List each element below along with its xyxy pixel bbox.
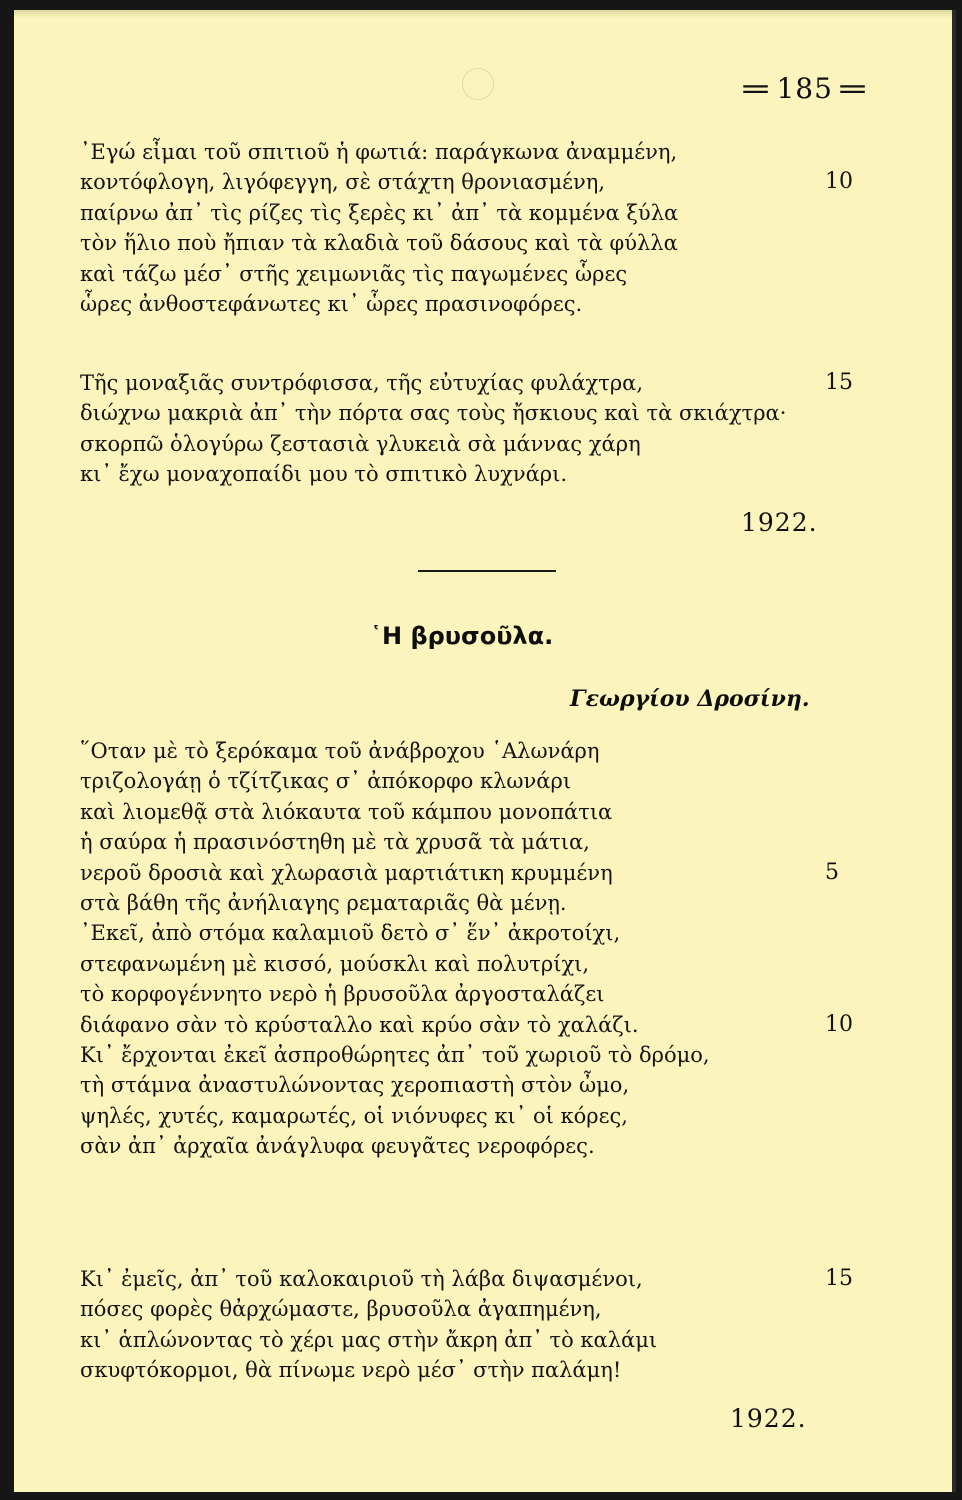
library-stamp-mark [462,68,494,100]
section-divider [418,570,556,572]
poem2-author: Γεωργίου Δροσίνη. [570,686,810,712]
verse-line: καὶ λιομεθᾷ στὰ λιόκαυτα τοῦ κάμπου μονοπάτια [80,799,613,824]
poem2-year: 1922. [730,1404,807,1433]
verse-line: ἡ σαύρα ἡ πρασινόστηθη μὲ τὰ χρυσᾶ τὰ μάτια, [80,830,590,855]
verse-line: Τῆς μοναξιᾶς συντρόφισσα, τῆς εὐτυχίας φυλάχτρα, 15 [80,368,880,398]
verse-line: καὶ τάζω μέσ᾿ στῆς χειμωνιᾶς τὶς παγωμένες ὧρες [80,261,628,286]
line-number: 15 [825,370,853,395]
verse-line: Κι᾿ ἔρχονται ἐκεῖ ἀσπροθώρητες ἀπ᾿ τοῦ χωριοῦ τὸ δρόμο, [80,1042,710,1067]
book-page [14,10,956,1492]
verse-line: τὸ κορφογέννητο νερὸ ἡ βρυσοῦλα ἀργοσταλάζει [80,982,605,1007]
verse-line: νεροῦ δροσιὰ καὶ χλωρασιὰ μαρτιάτικη κρυμμένη 5 [80,858,880,888]
poem2-title: ῾Η βρυσοῦλα. [370,622,554,650]
line-number: 10 [825,1011,853,1037]
poem1-year: 1922. [741,508,818,537]
verse-line: στεφανωμένη μὲ κισσό, μούσκλι καὶ πολυτρίχι, [80,951,590,976]
left-dash: = [739,72,774,105]
verse-line: τριζολογάῃ ὁ τζίτζικας σ᾿ ἀπόκορφο κλωνάρι [80,769,572,794]
line-number: 10 [825,169,853,195]
verse-line: κι᾿ ἔχω μοναχοπαίδι μου τὸ σπιτικὸ λυχνάρι. [80,462,568,487]
verse-line: ψηλές, χυτές, καμαρωτές, οἱ νιόνυφες κι᾿ οἱ κόρες, [80,1103,628,1128]
verse-line: ᾿Εκεῖ, ἀπὸ στόμα καλαμιοῦ δετὸ σ᾿ ἕν᾿ ἀκροτοίχι, [80,921,621,946]
verse-line: τὸν ἥλιο ποὺ ἤπιαν τὰ κλαδιὰ τοῦ δάσους καὶ τὰ φύλλα [80,231,678,256]
poem2-stanza1 [80,736,880,1161]
page-edge-shadow [14,10,952,18]
poem2-stanza2 [80,1264,880,1386]
poem1-stanza2 [80,368,880,490]
verse-line: παίρνω ἀπ᾿ τὶς ρίζες τὶς ξερὲς κι᾿ ἀπ᾿ τὰ κομμένα ξύλα [80,200,679,225]
verse-line: κι᾿ ἁπλώνοντας τὸ χέρι μας στὴν ἄκρη ἀπ᾿ τὸ καλάμι [80,1327,658,1352]
verse-line: σκορπῶ ὁλογύρω ζεστασιὰ γλυκειὰ σὰ μάννας χάρη [80,431,641,456]
right-dash: = [836,72,871,105]
line-number: 15 [825,1266,853,1291]
page-number: 185 [776,72,833,105]
verse-line: διάφανο σὰν τὸ κρύσταλλο καὶ κρύο σὰν τὸ χαλάζι. 10 [80,1010,880,1040]
verse-line: σὰν ἀπ᾿ ἀρχαῖα ἀνάγλυφα φευγᾶτες νεροφόρες. [80,1134,595,1159]
verse-line: ῞Οταν μὲ τὸ ξερόκαμα τοῦ ἀνάβροχου ῾Αλωνάρη [80,739,600,763]
verse-line: ᾿Εγώ εἶμαι τοῦ σπιτιοῦ ἡ φωτιά: παράγκωνα ἀναμμένη, [80,140,678,164]
verse-line: Κι᾿ ἐμεῖς, ἀπ᾿ τοῦ καλοκαιριοῦ τὴ λάβα διψασμένοι, 15 [80,1264,880,1294]
page-number-header [736,72,873,105]
verse-line: τὴ στάμνα ἀναστυλώνοντας χεροπιαστὴ στὸν ὦμο, [80,1073,630,1098]
verse-line: σκυφτόκορμοι, θὰ πίνωμε νερὸ μέσ᾿ στὴν παλάμη! [80,1358,622,1383]
verse-line: στὰ βάθη τῆς ἀνήλιαγης ρεματαριᾶς θὰ μένῃ. [80,890,567,915]
poem1-stanza1 [80,137,880,319]
verse-line: κοντόφλογη, λιγόφεγγη, σὲ στάχτη θρονιασμένη, 10 [80,167,880,197]
verse-line: διώχνω μακριὰ ἀπ᾿ τὴν πόρτα σας τοὺς ἤσκιους καὶ τὰ σκιάχτρα· [80,401,787,426]
line-number: 5 [825,859,839,885]
verse-line: ὧρες ἀνθοστεφάνωτες κι᾿ ὧρες πρασινοφόρες. [80,291,583,316]
verse-line: πόσες φορὲς θἀρχώμαστε, βρυσοῦλα ἀγαπημένη, [80,1297,602,1322]
